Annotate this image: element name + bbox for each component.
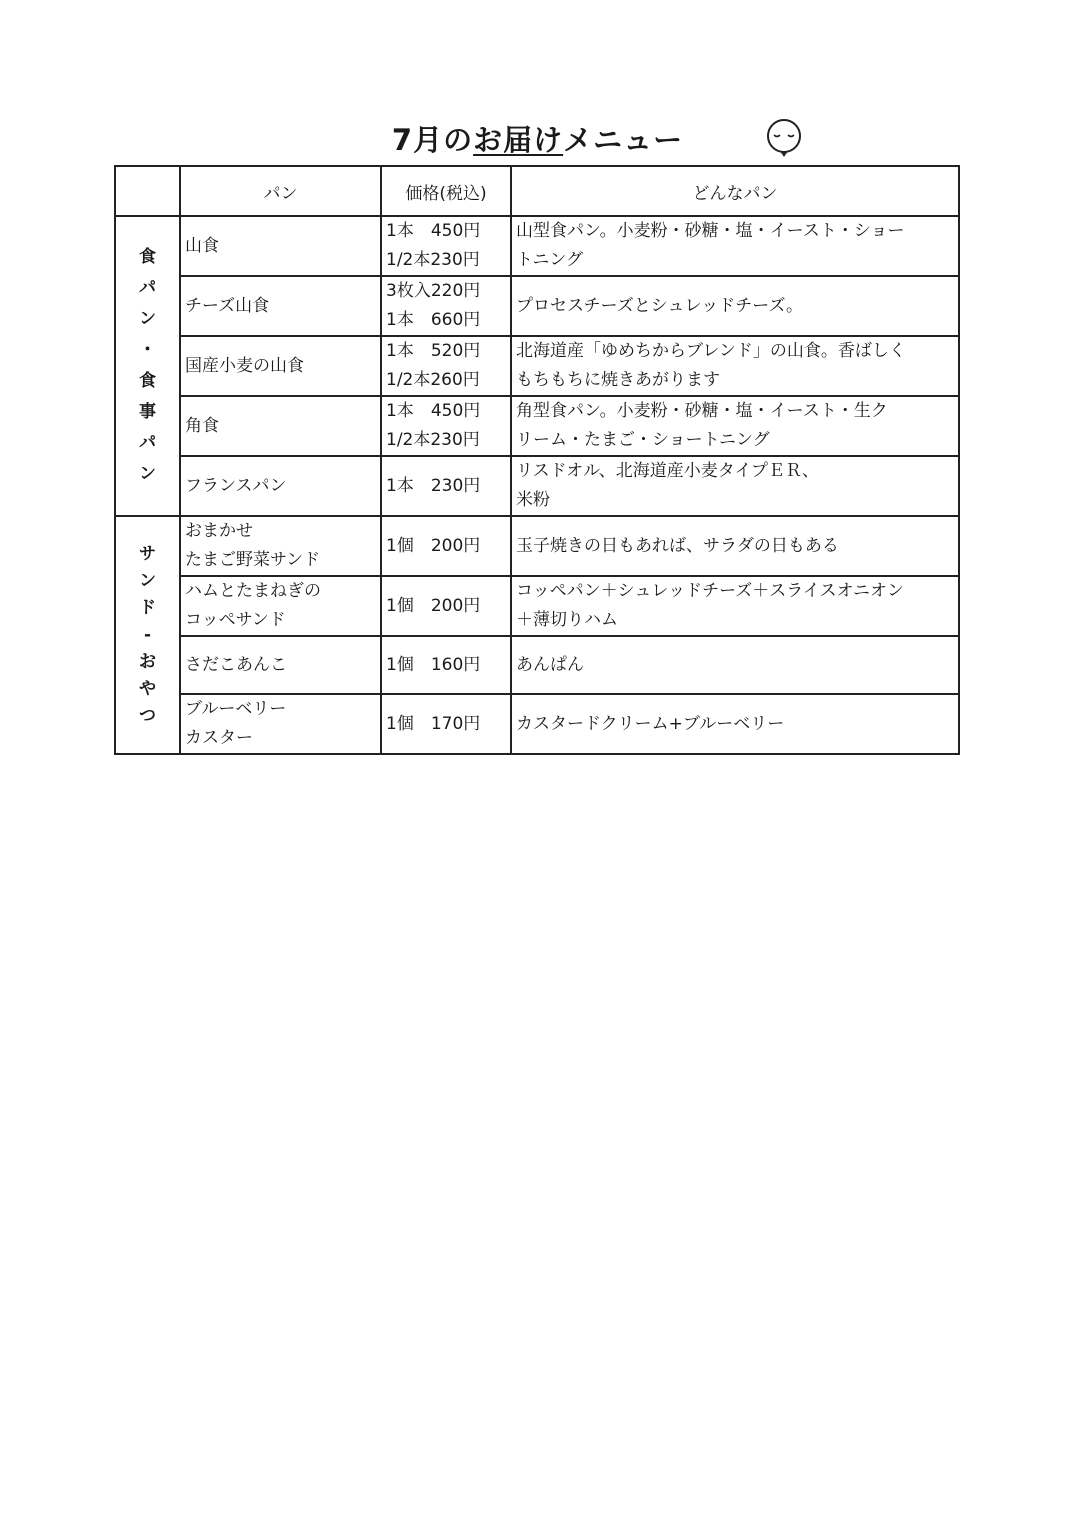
bread-name-cell (180, 516, 381, 576)
table-row (115, 516, 959, 576)
bread-name-cell (180, 216, 381, 276)
cell-line: 米粉 (516, 490, 550, 510)
price-cell (381, 576, 511, 636)
title-underlined: お届け (473, 123, 564, 157)
description-cell (511, 456, 959, 516)
cell-line: リスドオル、北海道産小麦タイプＥＲ、 (516, 461, 819, 481)
bread-name-cell (180, 456, 381, 516)
title-suffix: メニュー (563, 123, 684, 157)
price-cell (381, 336, 511, 396)
category-char: 食 (139, 247, 156, 267)
cell-line: 1本 660円 (386, 310, 481, 330)
description-cell (511, 636, 959, 694)
category-char: や (139, 678, 156, 699)
cell-line: 1個 170円 (386, 713, 481, 734)
description-cell (511, 694, 959, 754)
category-char: ン (139, 570, 156, 591)
category-sandwich-snack (115, 516, 180, 754)
cell-line: たまご野菜サンド (185, 550, 321, 570)
category-char: ド (139, 597, 156, 618)
bread-name-cell (180, 336, 381, 396)
price-cell (381, 456, 511, 516)
bread-name-cell (180, 636, 381, 694)
cell-line: 1/2本230円 (386, 430, 480, 450)
cell-line: トニング (516, 250, 583, 270)
cell-line: 1本 450円 (386, 401, 481, 421)
cell-line: おまかせ (185, 521, 253, 541)
table-row (115, 456, 959, 516)
price-cell (381, 216, 511, 276)
cell-line: あんぱん (516, 654, 584, 675)
description-cell (511, 276, 959, 336)
cell-line: 1個 160円 (386, 654, 481, 675)
table-row (115, 576, 959, 636)
price-cell (381, 694, 511, 754)
category-char: 食 (139, 371, 156, 391)
header-price: 価格(税込) (381, 166, 511, 216)
cell-line: 1本 520円 (386, 341, 481, 361)
cell-line: 山食 (185, 235, 219, 256)
title-prefix: 7月の (391, 123, 474, 157)
category-char: パ (139, 433, 156, 453)
cell-line: 角食 (185, 415, 219, 436)
header-category (115, 166, 180, 216)
cell-line: 北海道産「ゆめちからブレンド」の山食。香ばしく (516, 341, 906, 361)
table-row (115, 396, 959, 456)
cell-line: 3枚入220円 (386, 281, 481, 301)
table-row (115, 216, 959, 276)
cell-line: ブルーベリー (185, 699, 287, 719)
description-cell (511, 216, 959, 276)
price-cell (381, 396, 511, 456)
page-title (0, 118, 1075, 159)
category-char: つ (139, 705, 156, 726)
bread-name-cell (180, 396, 381, 456)
description-cell (511, 516, 959, 576)
cell-line: 1個 200円 (386, 535, 481, 556)
cell-line: 山型食パン。小麦粉・砂糖・塩・イースト・ショー (516, 221, 905, 241)
cell-line: チーズ山食 (185, 295, 270, 316)
cell-line: 1/2本230円 (386, 250, 480, 270)
category-char: ン (139, 309, 156, 329)
category-char: ・ (139, 340, 156, 360)
bread-name-cell (180, 694, 381, 754)
table-row (115, 336, 959, 396)
description-cell (511, 336, 959, 396)
cell-line: 国産小麦の山食 (185, 355, 304, 376)
category-char: ン (139, 464, 156, 484)
cell-line: 1/2本260円 (386, 370, 480, 390)
mascot-face-icon (762, 118, 806, 162)
cell-line: ＋薄切りハム (516, 610, 618, 630)
price-cell (381, 636, 511, 694)
cell-line: さだこあんこ (185, 654, 287, 675)
cell-line: もちもちに焼きあがります (516, 370, 720, 390)
description-cell (511, 576, 959, 636)
category-char: お (139, 651, 156, 672)
cell-line: カスタードクリーム+ブルーベリー (516, 713, 785, 734)
cell-line: 角型食パン。小麦粉・砂糖・塩・イースト・生ク (516, 401, 888, 421)
category-bread (115, 216, 180, 516)
menu-table (114, 165, 960, 755)
table-row (115, 636, 959, 694)
cell-line: コッペサンド (185, 610, 286, 630)
header-description: どんなパン (511, 166, 959, 216)
description-cell (511, 396, 959, 456)
cell-line: コッペパン＋シュレッドチーズ＋スライスオニオン (516, 581, 904, 601)
menu-table-body (115, 216, 959, 754)
cell-line: 玉子焼きの日もあれば、サラダの日もある (516, 535, 839, 556)
price-cell (381, 276, 511, 336)
cell-line: カスター (185, 728, 253, 748)
bread-name-cell (180, 276, 381, 336)
category-char: サ (139, 543, 156, 564)
cell-line: プロセスチーズとシュレッドチーズ。 (516, 295, 803, 316)
table-row (115, 276, 959, 336)
cell-line: 1個 200円 (386, 595, 481, 616)
table-row (115, 694, 959, 754)
category-char: パ (139, 278, 156, 298)
price-cell (381, 516, 511, 576)
cell-line: ハムとたまねぎの (185, 581, 321, 601)
cell-line: フランスパン (185, 475, 287, 496)
table-header-row (115, 166, 959, 216)
cell-line: リーム・たまご・ショートニング (516, 430, 770, 450)
category-char: 事 (139, 402, 156, 422)
category-char: - (143, 624, 152, 645)
bread-name-cell (180, 576, 381, 636)
cell-line: 1本 230円 (386, 475, 481, 496)
cell-line: 1本 450円 (386, 221, 481, 241)
header-bread: パン (180, 166, 381, 216)
